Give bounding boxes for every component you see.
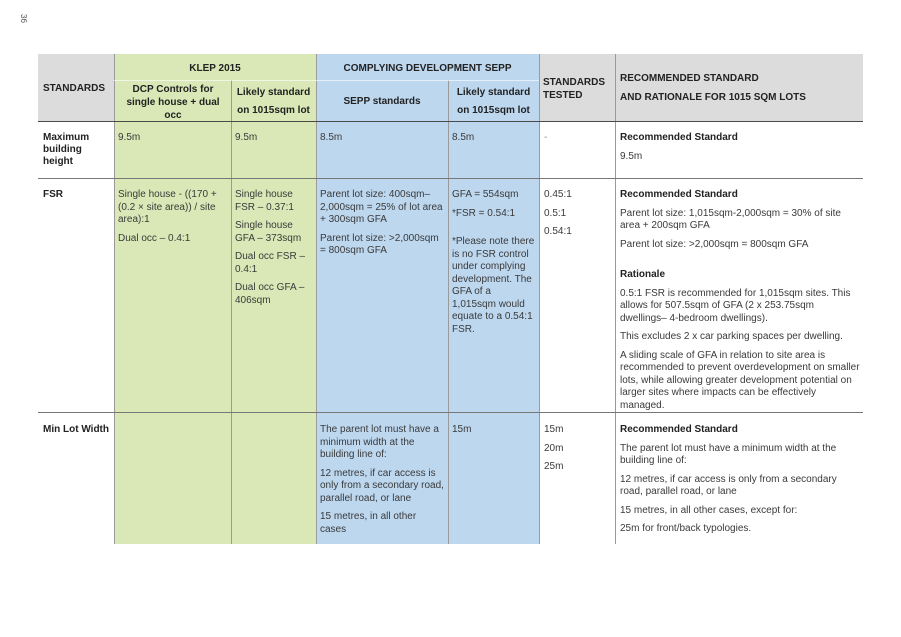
row-divider [38,178,863,179]
height-rec-title: Recommended Standard [620,132,738,143]
width-tested-3: 25m [544,461,564,472]
fsr-dcp [118,189,226,251]
height-tested: - [544,132,548,143]
fsr-tested-1: 0.45:1 [544,189,572,200]
width-sepp-2: 12 metres, if car access is only from a secondary road, parallel road, or lane [320,467,444,504]
header-klep: KLEP 2015 [189,63,241,74]
header-sepp-standards: SEPP standards [343,96,421,107]
fsr-rec-1: Parent lot size: 1,015sqm-2,000sqm = 30% of site area + 200sqm GFA [620,207,841,231]
fsr-likely1-single-gfa: Single house GFA – 373sqm [235,220,302,244]
fsr-likely2-fsr: *FSR = 0.54:1 [452,207,516,219]
fsr-dcp-dual: Dual occ – 0.4:1 [118,232,191,244]
width-rec-3: 15 metres, in all other cases, except for: [620,504,798,516]
height-dcp: 9.5m [118,132,141,143]
fsr-rec-title: Recommended Standard [620,189,738,200]
divider [114,54,115,544]
fsr-tested-3: 0.54:1 [544,226,572,237]
fsr-likely-2 [452,189,536,342]
fsr-sepp-2: Parent lot size: >2,000sqm = 800sqm GFA [320,232,439,256]
fsr-rationale-3: A sliding scale of GFA in relation to site area is recommended to prevent overdevelopment on smaller lots, while allowing greater development potential on larger sites where impacts can be effectively managed. [620,349,860,411]
divider [316,54,317,544]
header-subdivider [114,80,539,81]
header-likely-standard-2: Likely standard [456,87,531,98]
fsr-sepp-1: Parent lot size: 400sqm–2,000sqm = 25% of lot area + 300sqm GFA [320,189,443,225]
fsr-likely2-note: *Please note there is no FSR control under complying development. The GFA of a 1,015sqm would equate to a 0.54:1 FSR. [452,236,535,335]
header-complying-sepp: COMPLYING DEVELOPMENT SEPP [343,63,512,74]
divider [615,54,616,544]
width-rec-4: 25m for front/back typologies. [620,523,752,534]
fsr-tested-2: 0.5:1 [544,207,567,219]
header-recommended-1: RECOMMENDED STANDARD [620,73,759,84]
width-sepp [320,424,444,542]
page-number: 36 [19,14,28,23]
row-label-width: Min Lot Width [43,424,109,435]
width-sepp-1: The parent lot must have a minimum width at the building line of: [320,424,439,460]
header-bg-recommended [615,54,863,121]
fsr-likely1-single-fsr: Single house FSR – 0.37:1 [235,189,294,213]
fsr-rationale-2: This excludes 2 x car parking spaces per dwelling. [620,331,843,342]
width-sepp-3: 15 metres, in all other cases [320,511,417,535]
row-label-fsr: FSR [43,189,63,200]
divider [448,80,449,544]
height-likely-2: 8.5m [452,132,475,143]
height-likely-1: 9.5m [235,132,258,143]
height-rec-value: 9.5m [620,151,643,162]
header-likely-standard-2-sub: on 1015sqm lot [457,105,530,116]
fsr-tested [544,189,572,245]
header-standards: STANDARDS [43,83,106,94]
divider [539,54,540,544]
header-likely-standard-1: Likely standard [236,87,311,98]
width-tested-2: 20m [544,442,564,454]
width-rec-title: Recommended Standard [620,424,738,435]
fsr-sepp [320,189,444,264]
header-recommended-2: AND RATIONALE FOR 1015 SQM LOTS [620,92,806,103]
width-tested [544,424,563,480]
height-sepp: 8.5m [320,132,343,143]
width-recommended [620,424,860,542]
width-likely-2: 15m [452,424,472,435]
width-rec-2: 12 metres, if car access is only from a secondary road, parallel road, or lane [620,473,837,497]
fsr-dcp-single: Single house - ((170 + (0.2 × site area)) / site area):1 [118,189,217,225]
fsr-likely1-dual-gfa: Dual occ GFA – 406sqm [235,282,305,306]
fsr-likely1-dual-fsr: Dual occ FSR – 0.4:1 [235,251,306,275]
fsr-rationale-title: Rationale [620,269,666,280]
divider [231,80,232,544]
header-likely-standard-1-sub: on 1015sqm lot [237,105,310,116]
header-dcp-controls: DCP Controls for single house + dual occ [126,84,220,121]
fsr-likely2-gfa: GFA = 554sqm [452,189,519,200]
fsr-rec-2: Parent lot size: >2,000sqm = 800sqm GFA [620,238,809,250]
header-standards-tested: STANDARDS TESTED [543,77,606,101]
row-label-height: Maximum building height [43,132,90,167]
width-tested-1: 15m [544,424,564,435]
fsr-rationale-1: 0.5:1 FSR is recommended for 1,015sqm sites. This allows for 507.5sqm of GFA (2 x 253.75sqm dwellings– 4-bedroom dwellings). [620,287,851,324]
fsr-recommended [620,189,860,418]
width-rec-1: The parent lot must have a minimum width at the building line of: [620,442,837,466]
fsr-likely-1 [235,189,315,313]
